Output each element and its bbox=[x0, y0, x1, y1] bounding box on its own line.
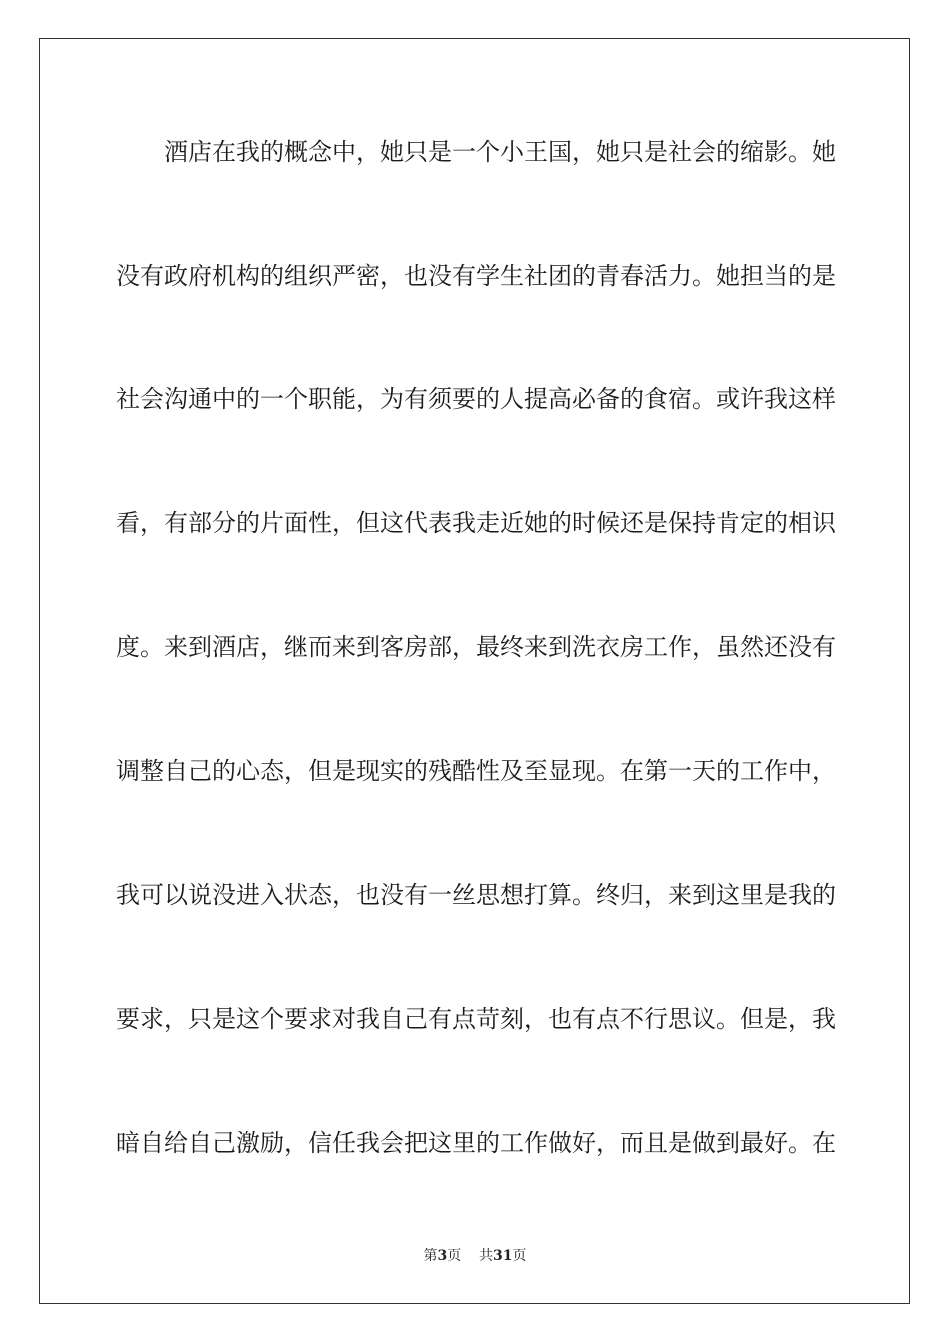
footer-total-suffix: 页 bbox=[512, 1248, 527, 1264]
paragraph-line: 暗自给自己激励，信任我会把这里的工作做好，而且是做到最好。在 bbox=[116, 1129, 836, 1157]
paragraph-line: 社会沟通中的一个职能，为有须要的人提高必备的食宿。或许我这样 bbox=[116, 385, 836, 413]
paragraph-line: 调整自己的心态，但是现实的残酷性及至显现。在第一天的工作中， bbox=[116, 757, 836, 785]
paragraph-line: 酒店在我的概念中，她只是一个小王国，她只是社会的缩影。她 bbox=[164, 138, 836, 166]
paragraph-line: 没有政府机构的组织严密，也没有学生社团的青春活力。她担当的是 bbox=[116, 262, 836, 290]
footer-page-prefix: 第 bbox=[423, 1248, 438, 1264]
paragraph-line: 我可以说没进入状态，也没有一丝思想打算。终归，来到这里是我的 bbox=[116, 881, 836, 909]
paragraph-line: 度。来到酒店，继而来到客房部，最终来到洗衣房工作，虽然还没有 bbox=[116, 633, 836, 661]
footer-page-number: 3 bbox=[437, 1248, 448, 1264]
paragraph-line: 要求，只是这个要求对我自己有点苛刻，也有点不行思议。但是，我 bbox=[116, 1005, 836, 1033]
page-footer bbox=[0, 1247, 950, 1265]
page-border bbox=[39, 38, 910, 1304]
footer-page-suffix: 页 bbox=[447, 1248, 462, 1264]
footer-total-pages: 31 bbox=[493, 1248, 513, 1264]
paragraph-line: 看，有部分的片面性，但这代表我走近她的时候还是保持肯定的相识 bbox=[116, 509, 836, 537]
footer-total-prefix: 共 bbox=[479, 1248, 494, 1264]
